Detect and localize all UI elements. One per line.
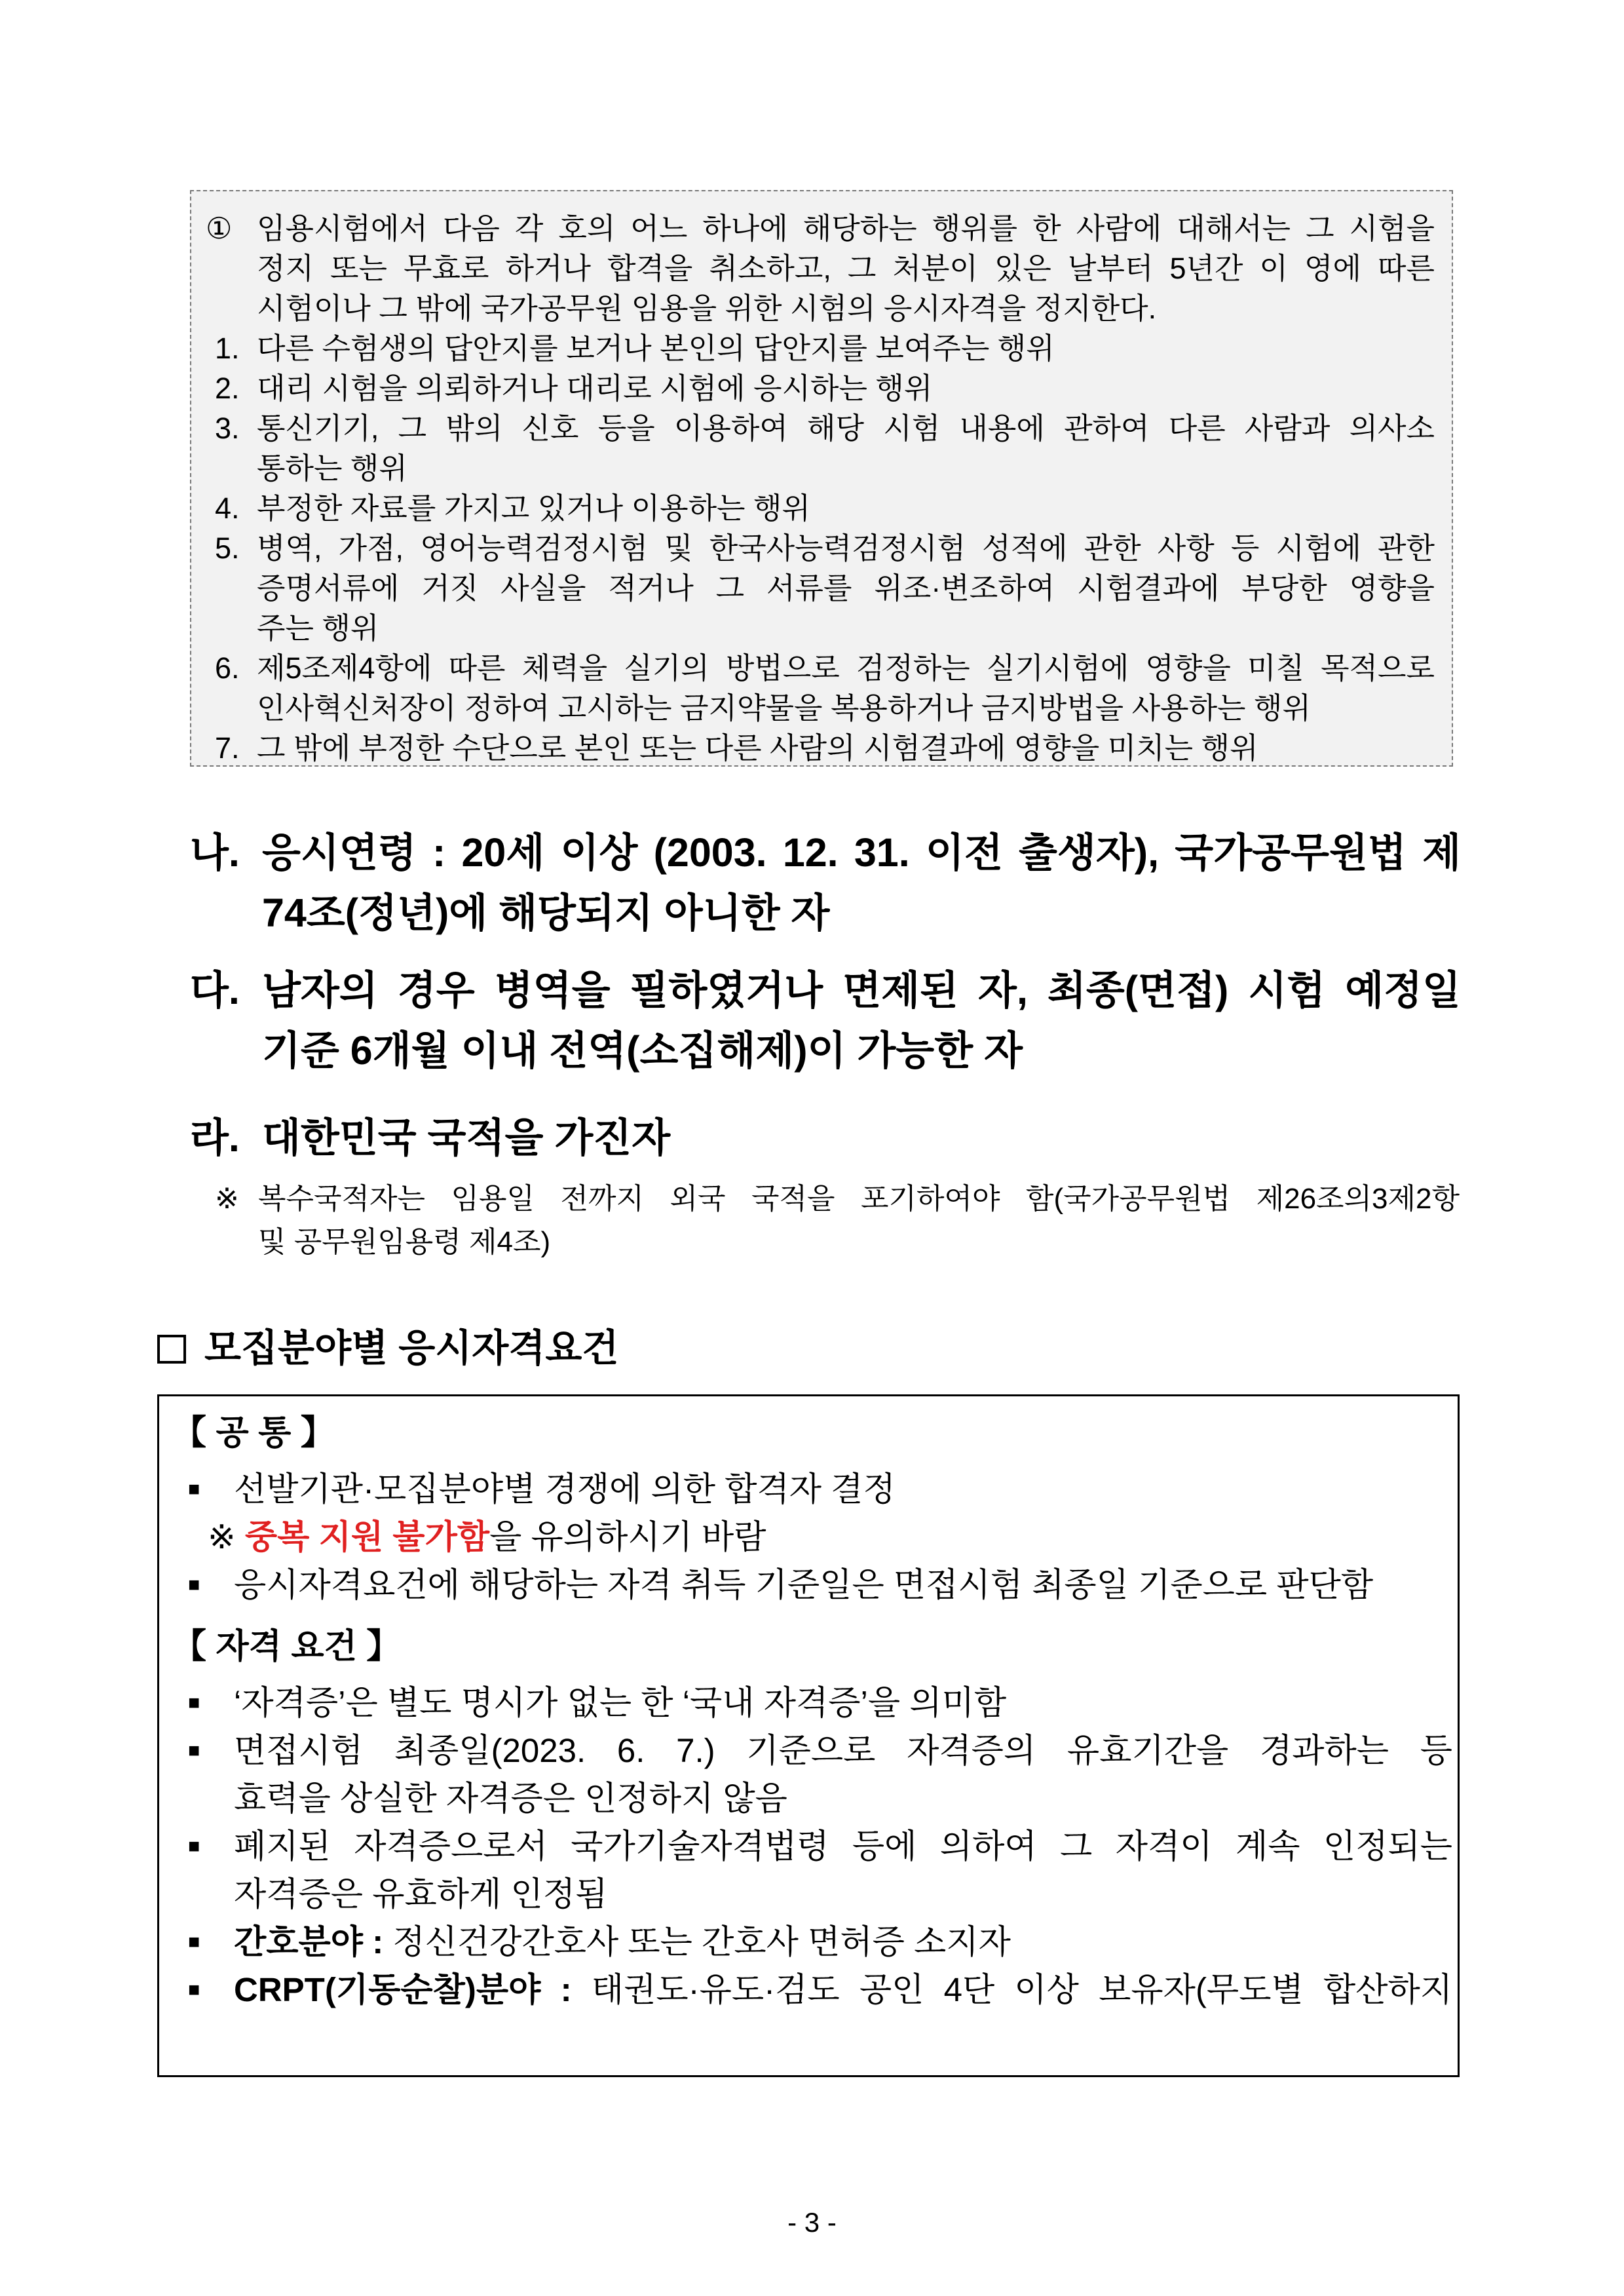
law-item-cont: 주는 행위 [257, 611, 379, 645]
law-item-cont: 증명서류에 거짓 사실을 적거나 그 서류를 위조·변조하여 시험결과에 부당한 영향을 [257, 571, 1435, 605]
duplicate-application-note: ※ 중복 지원 불가함을 유의하시기 바람 [208, 1518, 766, 1556]
square-bullet-icon: ■ [188, 1979, 200, 2000]
law-item-cont: 인사혁신처장이 정하여 고시하는 금지약물을 복용하거나 금지방법을 사용하는 행위 [257, 691, 1311, 725]
list-item: ■ 간호분야 : 정신건강간호사 또는 간호사 면허증 소지자 [172, 1918, 1452, 1966]
checkbox-square-icon [157, 1335, 186, 1364]
qualification-heading: 【 자격 요건 】 [172, 1628, 401, 1666]
list-item: ■ ‘자격증’은 별도 명시가 없는 한 ‘국내 자격증’을 의미함 [172, 1679, 1452, 1727]
law-item: 3. 통신기기, 그 밖의 신호 등을 이용하여 해당 시험 내용에 관하여 다른 사람과 의사소 [215, 411, 1435, 445]
list-item: ■ 면접시험 최종일(2023. 6. 7.) 기준으로 자격증의 유효기간을 경과하는 등 효력을 상실한 자격증은 인정하지 않음 [172, 1727, 1452, 1822]
law-item: 5. 병역, 가점, 영어능력검정시험 및 한국사능력검정시험 성적에 관한 사항 등 시험에 관한 [215, 531, 1435, 565]
requirement-military: 다. 남자의 경우 병역을 필하였거나 면제된 자, 최종(면접) 시험 예정일 기준 6개월 이내 전역(소집해제)이 가능한 자 [190, 968, 1461, 1073]
law-item: 1. 다른 수험생의 답안지를 보거나 본인의 답안지를 보여주는 행위 [215, 332, 1055, 365]
circled-one-marker: ① [206, 212, 233, 245]
nationality-note: ※ 복수국적자는 임용일 전까지 외국 국적을 포기하여야 함(국가공무원법 제26조의3제2항 및 공무원임용령 제4조) [215, 1183, 1460, 1258]
law-intro-line: 시험이나 그 밖에 국가공무원 임용을 위한 시험의 응시자격을 정지한다. [257, 292, 1157, 325]
square-bullet-icon: ■ [188, 1835, 200, 1857]
square-bullet-icon: ■ [188, 1574, 200, 1596]
list-item: ■ CRPT(기동순찰)분야 : 태권도·유도·검도 공인 4단 이상 보유자(무도별 합산하지 [172, 1966, 1452, 2014]
list-item: ■ 선발기관·모집분야별 경쟁에 의한 합격자 결정 [172, 1465, 1452, 1513]
law-intro-line: ① 임용시험에서 다음 각 호의 어느 하나에 해당하는 행위를 한 사람에 대해서는 그 시험을 [206, 208, 1435, 248]
page-number: - 3 - [787, 2207, 837, 2238]
square-bullet-icon: ■ [188, 1478, 200, 1500]
law-item-cont: 통하는 행위 [257, 451, 407, 485]
list-item: ■ 응시자격요건에 해당하는 자격 취득 기준일은 면접시험 최종일 기준으로 판단함 [172, 1561, 1452, 1609]
square-bullet-icon: ■ [188, 1740, 200, 1761]
law-item: 2. 대리 시험을 의뢰하거나 대리로 시험에 응시하는 행위 [215, 372, 933, 405]
qualification-box [157, 1394, 1460, 2077]
list-item: ■ 폐지된 자격증으로서 국가기술자격법령 등에 의하여 그 자격이 계속 인정되는 자격증은 유효하게 인정됨 [172, 1822, 1452, 1918]
common-heading: 【 공 통 】 [172, 1414, 335, 1452]
section-title: 모집분야별 응시자격요건 [157, 1322, 618, 1375]
law-intro-line: 정지 또는 무효로 하거나 합격을 취소하고, 그 처분이 있은 날부터 5년간 이 영에 따른 [257, 252, 1435, 285]
square-bullet-icon: ■ [188, 1931, 200, 1953]
square-bullet-icon: ■ [188, 1692, 200, 1713]
law-excerpt-box [190, 190, 1453, 767]
law-item: 4. 부정한 자료를 가지고 있거나 이용하는 행위 [215, 491, 810, 525]
requirement-age: 나. 응시연령 : 20세 이상 (2003. 12. 31. 이전 출생자), 국가공무원법 제 74조(정년)에 해당되지 아니한 자 [190, 830, 1461, 935]
requirement-nationality: 라. 대한민국 국적을 가진자 [190, 1115, 671, 1160]
law-item: 6. 제5조제4항에 따른 체력을 실기의 방법으로 검정하는 실기시험에 영향을 미칠 목적으로 [215, 651, 1435, 685]
law-item: 7. 그 밖에 부정한 수단으로 본인 또는 다른 사람의 시험결과에 영향을 미치는 행위 [215, 731, 1258, 765]
